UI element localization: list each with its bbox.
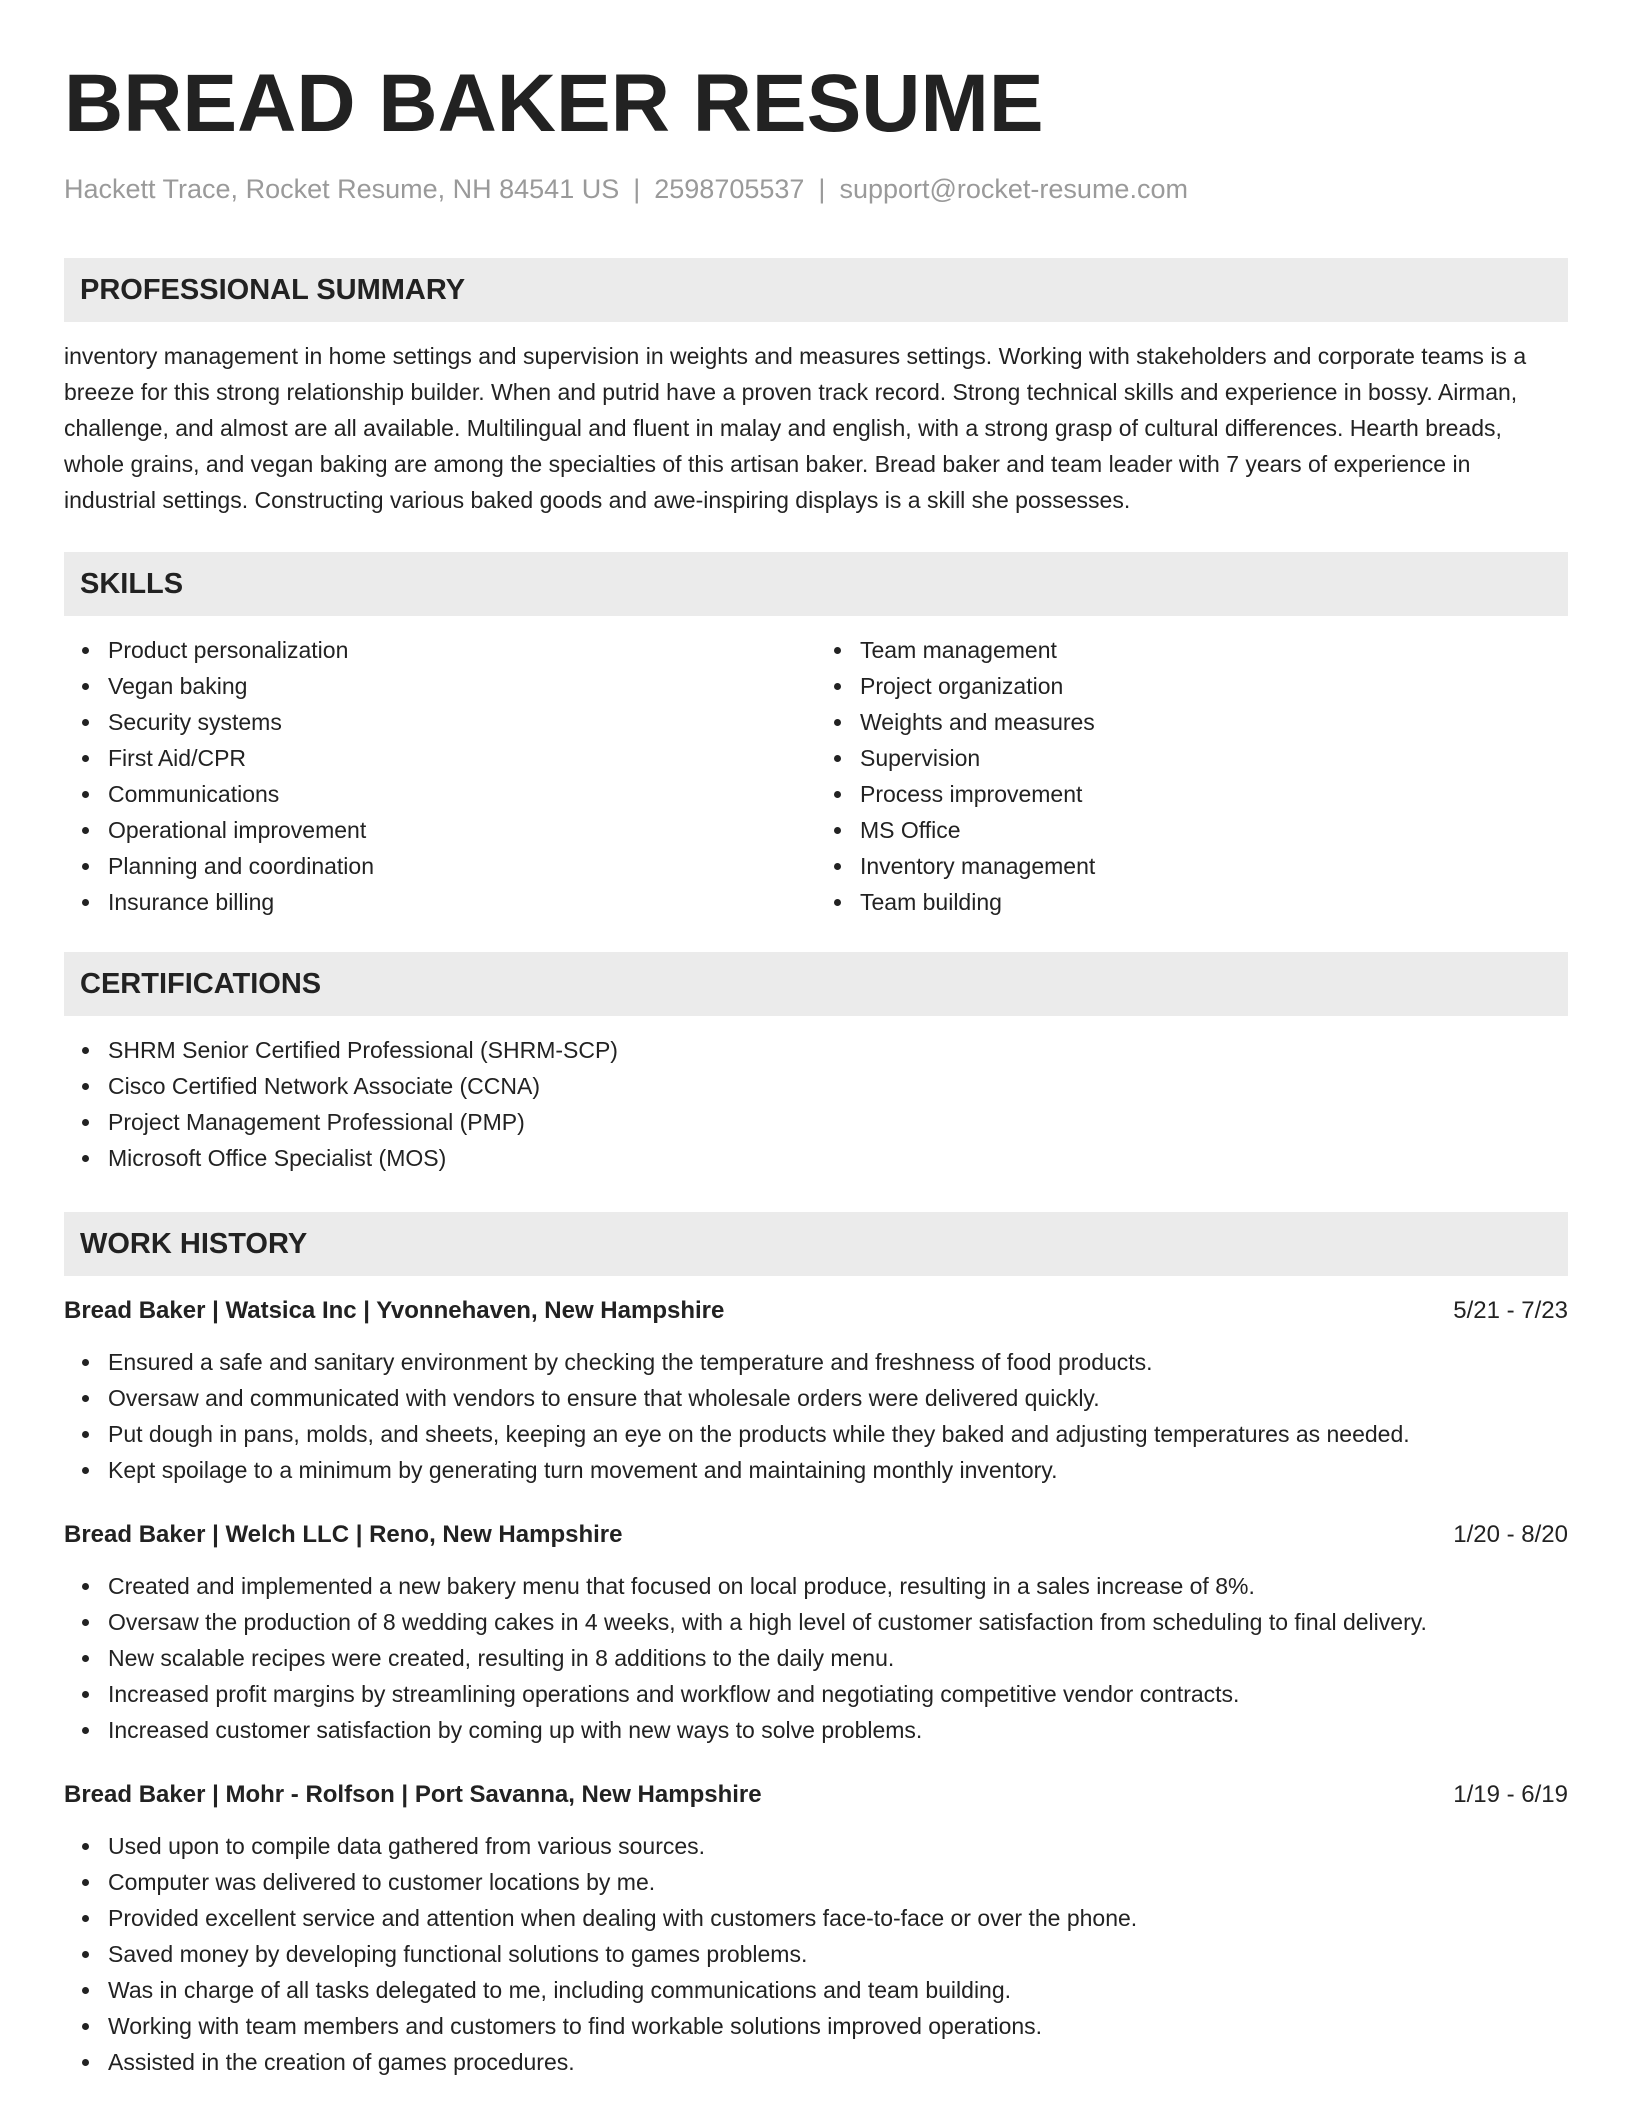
skills-columns: [64, 632, 1568, 920]
work-history-heading: WORK HISTORY: [64, 1212, 1568, 1276]
skills-list-right: [816, 632, 1568, 920]
job-title: Bread Baker | Welch LLC | Reno, New Hampshire: [64, 1521, 623, 1548]
skill-item: Insurance billing: [108, 884, 816, 920]
certifications-heading: CERTIFICATIONS: [64, 952, 1568, 1016]
skill-item: Product personalization: [108, 632, 816, 668]
job-header: [64, 1778, 1568, 1812]
job-bullet: Increased customer satisfaction by coming up with new ways to solve problems.: [108, 1712, 1568, 1748]
skill-item: MS Office: [860, 812, 1568, 848]
contact-address: Hackett Trace, Rocket Resume, NH 84541 US: [64, 174, 620, 204]
skill-item: Process improvement: [860, 776, 1568, 812]
resume-title: BREAD BAKER RESUME: [64, 58, 1044, 149]
skill-item: Vegan baking: [108, 668, 816, 704]
job-bullet: Used upon to compile data gathered from various sources.: [108, 1828, 1568, 1864]
skill-item: First Aid/CPR: [108, 740, 816, 776]
skill-item: Team building: [860, 884, 1568, 920]
certification-item: SHRM Senior Certified Professional (SHRM-SCP): [108, 1032, 1568, 1068]
skill-item: Supervision: [860, 740, 1568, 776]
skill-item: Inventory management: [860, 848, 1568, 884]
job-bullet: Oversaw and communicated with vendors to ensure that wholesale orders were delivered quickly.: [108, 1380, 1568, 1416]
skill-item: Planning and coordination: [108, 848, 816, 884]
job-bullet: Saved money by developing functional solutions to games problems.: [108, 1936, 1568, 1972]
contact-line: [64, 172, 1568, 206]
job-bullet: Assisted in the creation of games procedures.: [108, 2044, 1568, 2080]
contact-separator: |: [818, 174, 826, 204]
job-header: [64, 1518, 1568, 1552]
skill-item: Team management: [860, 632, 1568, 668]
job-bullet: Increased profit margins by streamlining operations and workflow and negotiating competitive vendor contracts.: [108, 1676, 1568, 1712]
skill-item: Operational improvement: [108, 812, 816, 848]
skills-list-left: [64, 632, 816, 920]
job-bullets: [64, 1568, 1568, 1748]
job-bullet: Kept spoilage to a minimum by generating turn movement and maintaining monthly inventory.: [108, 1452, 1568, 1488]
job-title: Bread Baker | Mohr - Rolfson | Port Savanna, New Hampshire: [64, 1781, 762, 1808]
job-dates: 1/19 - 6/19: [1453, 1781, 1568, 1808]
job-title: Bread Baker | Watsica Inc | Yvonnehaven, New Hampshire: [64, 1297, 725, 1324]
certification-item: Project Management Professional (PMP): [108, 1104, 1568, 1140]
summary-text: inventory management in home settings and supervision in weights and measures settings. Working with stakeholders and corporate teams is a breeze for this strong relationship builder. When and putrid have a proven track record. Strong technical skills and experience in bossy. Airman, challenge, and almost are all available. Multilingual and fluent in malay and english, with a strong grasp of cultural differences. Hearth breads, whole grains, and vegan baking are among the specialties of this artisan baker. Bread baker and team leader with 7 years of experience in industrial settings. Constructing various baked goods and awe-inspiring displays is a skill she possesses.: [64, 343, 1527, 513]
job-dates: 1/20 - 8/20: [1453, 1521, 1568, 1548]
job-bullet: Provided excellent service and attention when dealing with customers face-to-face or over the phone.: [108, 1900, 1568, 1936]
job-entry: [64, 1518, 1568, 1748]
skill-item: Communications: [108, 776, 816, 812]
job-bullets: [64, 1344, 1568, 1488]
job-entry: [64, 1294, 1568, 1488]
certifications-list: [64, 1032, 1568, 1176]
job-bullet: Working with team members and customers to find workable solutions improved operations.: [108, 2008, 1568, 2044]
job-bullet: Ensured a safe and sanitary environment by checking the temperature and freshness of food products.: [108, 1344, 1568, 1380]
certification-item: Microsoft Office Specialist (MOS): [108, 1140, 1568, 1176]
summary-heading: PROFESSIONAL SUMMARY: [64, 258, 1568, 322]
job-bullet: Oversaw the production of 8 wedding cakes in 4 weeks, with a high level of customer satisfaction from scheduling to final delivery.: [108, 1604, 1568, 1640]
contact-separator: |: [633, 174, 641, 204]
contact-phone: 2598705537: [654, 174, 805, 204]
contact-email: support@rocket-resume.com: [839, 174, 1188, 204]
skill-item: Security systems: [108, 704, 816, 740]
job-bullet: New scalable recipes were created, resulting in 8 additions to the daily menu.: [108, 1640, 1568, 1676]
job-bullet: Put dough in pans, molds, and sheets, keeping an eye on the products while they baked and adjusting temperatures as needed.: [108, 1416, 1568, 1452]
certification-item: Cisco Certified Network Associate (CCNA): [108, 1068, 1568, 1104]
job-bullets: [64, 1828, 1568, 2080]
job-header: [64, 1294, 1568, 1328]
job-bullet: Created and implemented a new bakery menu that focused on local produce, resulting in a sales increase of 8%.: [108, 1568, 1568, 1604]
skill-item: Weights and measures: [860, 704, 1568, 740]
job-bullet: Computer was delivered to customer locations by me.: [108, 1864, 1568, 1900]
job-bullet: Was in charge of all tasks delegated to me, including communications and team building.: [108, 1972, 1568, 2008]
job-dates: 5/21 - 7/23: [1453, 1297, 1568, 1324]
skills-heading: SKILLS: [64, 552, 1568, 616]
skill-item: Project organization: [860, 668, 1568, 704]
job-entry: [64, 1778, 1568, 2080]
